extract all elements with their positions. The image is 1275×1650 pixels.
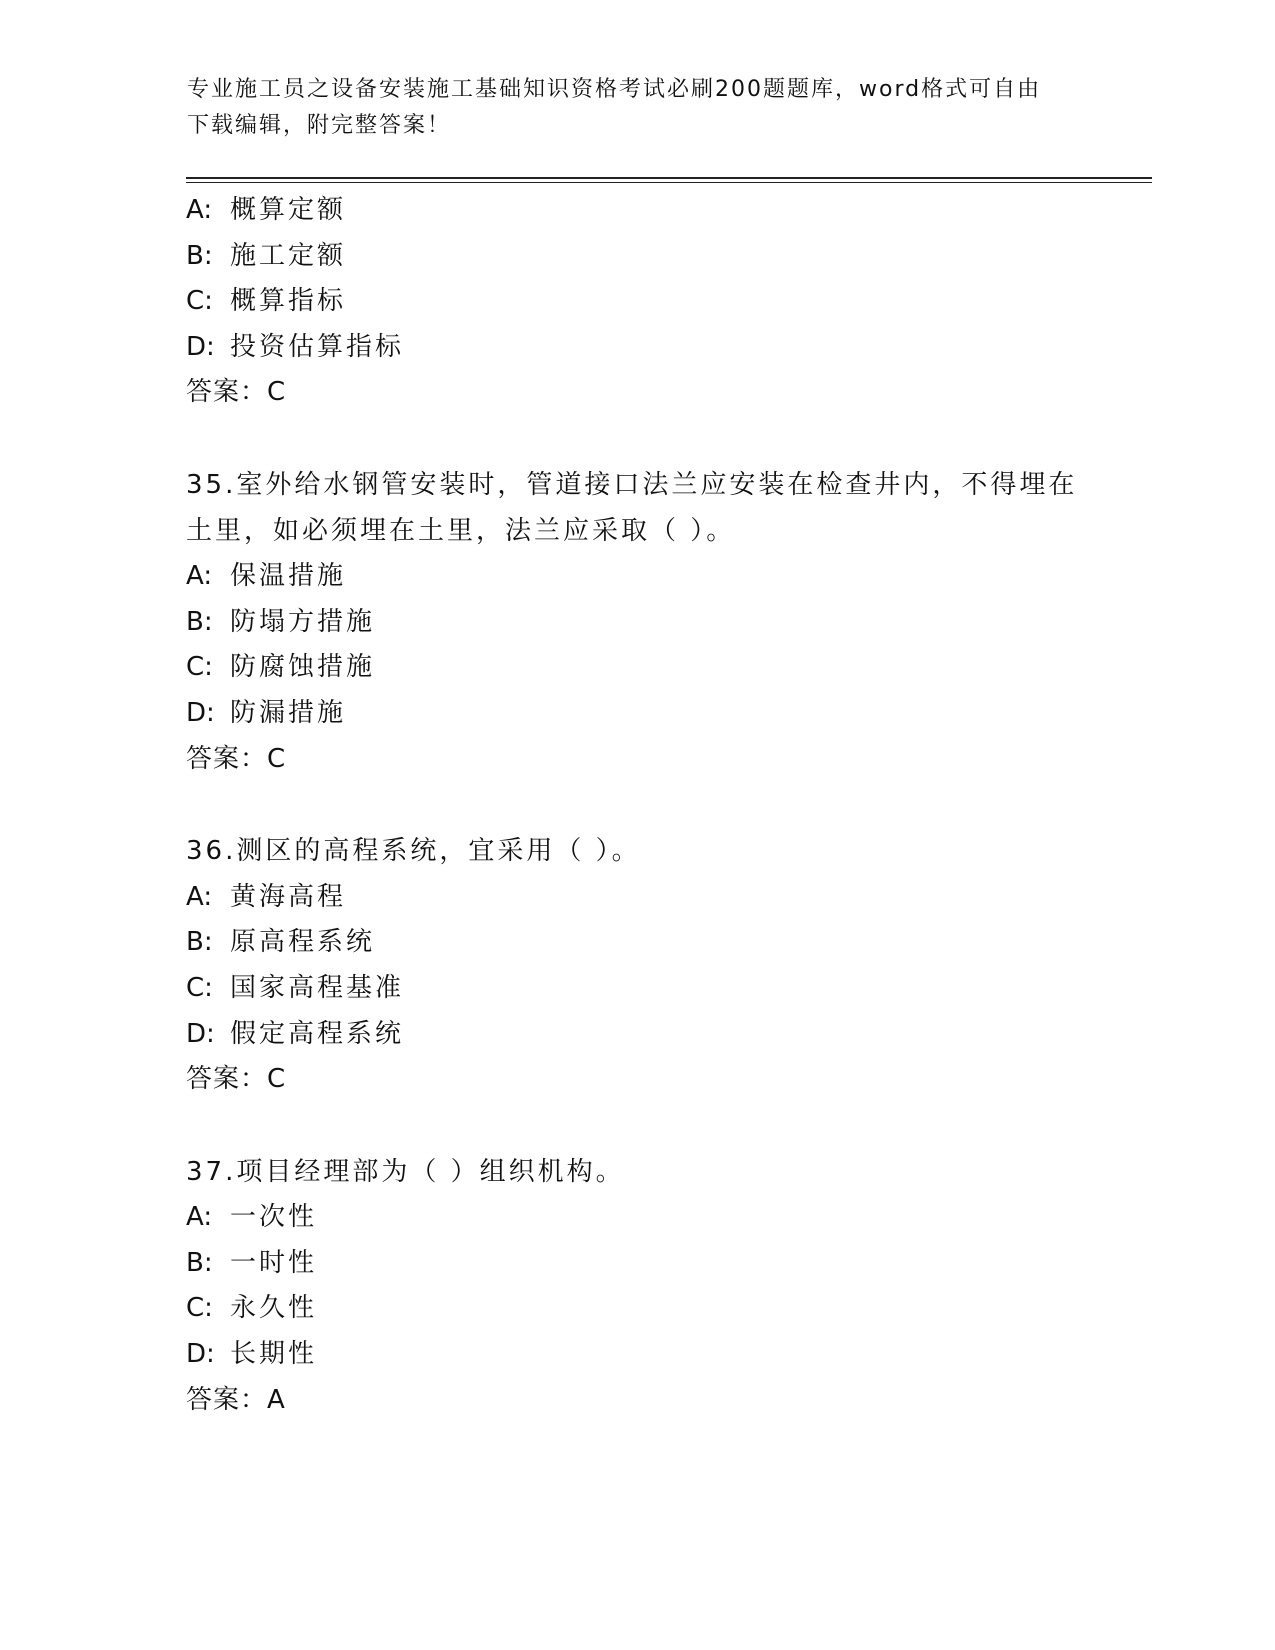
- option-letter: C:: [186, 1293, 213, 1324]
- header-line-1: 专业施工员之设备安装施工基础知识资格考试必刷200题题库，word格式可自由: [187, 77, 1042, 102]
- option-a: [186, 188, 1086, 234]
- option-text: 施工定额: [230, 240, 347, 271]
- option-letter: A:: [186, 1202, 213, 1233]
- answer-line: 答案：A: [186, 1384, 286, 1415]
- option-b: [186, 920, 1086, 966]
- option-letter: C:: [186, 972, 213, 1003]
- answer-line: 答案：C: [186, 377, 287, 408]
- option-text: 投资估算指标: [230, 331, 405, 362]
- spacer: [186, 1103, 1086, 1150]
- option-letter: B:: [186, 1247, 213, 1278]
- option-text: 国家高程基准: [230, 972, 405, 1003]
- question-text-line-1: 35.室外给水钢管安装时，管道接口法兰应安装在检查井内，不得埋在: [186, 469, 1078, 500]
- option-b: [186, 600, 1086, 646]
- option-text: 长期性: [230, 1339, 318, 1370]
- option-text: 保温措施: [230, 561, 347, 592]
- question-block-37: [186, 1150, 1086, 1424]
- question-list: [186, 188, 1086, 1423]
- header-divider-thin: [186, 182, 1152, 183]
- header-line-2: 下载编辑，附完整答案！: [187, 113, 452, 138]
- option-text: 原高程系统: [230, 927, 376, 958]
- option-text: 一时性: [230, 1247, 318, 1278]
- option-letter: B:: [186, 240, 213, 271]
- option-b: [186, 1241, 1086, 1287]
- option-text: 概算指标: [230, 286, 347, 317]
- question-block-34: [186, 188, 1086, 416]
- option-c: [186, 279, 1086, 325]
- option-c: [186, 966, 1086, 1012]
- option-a: [186, 554, 1086, 600]
- option-letter: C:: [186, 652, 213, 683]
- option-letter: D:: [186, 697, 215, 728]
- option-letter: D:: [186, 1018, 215, 1049]
- header-divider-thick: [186, 177, 1152, 179]
- option-c: [186, 1286, 1086, 1332]
- option-text: 防塌方措施: [230, 606, 376, 637]
- option-letter: A:: [186, 881, 213, 912]
- question-text-line-1: 37.项目经理部为（ ）组织机构。: [186, 1156, 625, 1187]
- question-text-line-1: 36.测区的高程系统，宜采用（ ）。: [186, 836, 641, 867]
- answer-line: 答案：C: [186, 1064, 287, 1095]
- spacer: [186, 782, 1086, 829]
- option-text: 永久性: [230, 1293, 318, 1324]
- option-d: [186, 691, 1086, 737]
- document-header: [187, 72, 1067, 144]
- option-letter: D:: [186, 1339, 215, 1370]
- question-text-line-2: 土里，如必须埋在土里，法兰应采取（ ）。: [186, 515, 736, 546]
- spacer: [186, 416, 1086, 463]
- option-d: [186, 1332, 1086, 1378]
- option-text: 防腐蚀措施: [230, 652, 376, 683]
- question-block-35: [186, 463, 1086, 782]
- option-a: [186, 1195, 1086, 1241]
- question-block-36: [186, 829, 1086, 1103]
- option-text: 防漏措施: [230, 697, 347, 728]
- option-text: 假定高程系统: [230, 1018, 405, 1049]
- option-a: [186, 875, 1086, 921]
- option-letter: A:: [186, 195, 213, 225]
- option-letter: B:: [186, 606, 213, 637]
- option-letter: A:: [186, 561, 213, 592]
- option-d: [186, 325, 1086, 371]
- option-letter: D:: [186, 331, 215, 362]
- option-d: [186, 1012, 1086, 1058]
- option-b: [186, 234, 1086, 280]
- option-text: 概算定额: [230, 195, 347, 225]
- option-letter: C:: [186, 286, 213, 317]
- option-text: 黄海高程: [230, 881, 347, 912]
- answer-line: 答案：C: [186, 743, 287, 774]
- option-text: 一次性: [230, 1202, 318, 1233]
- option-c: [186, 645, 1086, 691]
- option-letter: B:: [186, 927, 213, 958]
